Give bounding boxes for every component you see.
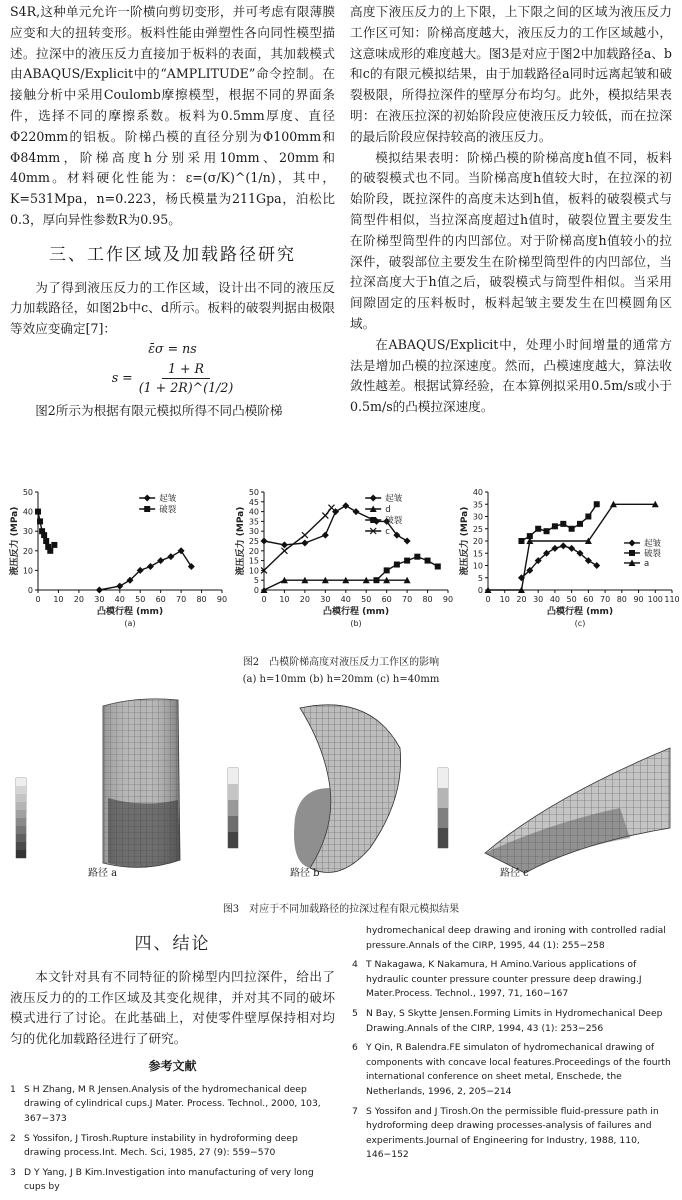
reference-item bbox=[352, 1105, 672, 1163]
x-tick-label: 50 bbox=[135, 595, 146, 604]
data-point bbox=[353, 508, 360, 515]
data-point bbox=[301, 539, 308, 546]
y-tick-label: 35 bbox=[248, 517, 259, 527]
fig3-fem-a bbox=[8, 688, 223, 892]
data-point bbox=[342, 502, 349, 509]
reference-item bbox=[10, 1132, 335, 1161]
series-破裂 bbox=[518, 501, 599, 544]
x-tick-label: 30 bbox=[320, 595, 331, 604]
y-tick-label: 40 bbox=[472, 488, 483, 497]
x-axis-label: 凸模行程 (mm) bbox=[546, 607, 614, 617]
right-paragraph-1: 高度下液压反力的上下限，上下限之间的区域为液压反力工作区可知：阶梯高度越大，液压反力的工作区域越小，这意味成形的难度越大。图3是对应于图2中加载路径a、b和c的有限元模拟结果，由于加载路径a同时远离起皱和破裂极限，所得拉深件的壁厚分布均匀。此外，模拟结果表明：在液压拉深的初始阶段应使液压反力较低，而在拉深的最后阶段应保持较高的液压反力。 bbox=[350, 4, 672, 144]
x-tick-label: 0 bbox=[485, 595, 491, 604]
legend-entry bbox=[365, 515, 403, 526]
legend-label: d bbox=[385, 505, 391, 515]
y-tick-label: 20 bbox=[22, 546, 33, 556]
reference-text: S Yossifon, J Tirosh.Rupture instability in hydroforming deep drawing process.Int. Mech. Sci, 1985, 27 (9): 559−570 bbox=[24, 1132, 298, 1159]
data-point bbox=[551, 545, 558, 552]
left-column bbox=[10, 2, 335, 422]
fem-render-a bbox=[8, 688, 223, 888]
formula-2-numerator: 1 + R bbox=[162, 360, 210, 379]
legend-label: 起皱 bbox=[385, 494, 403, 504]
x-tick-label: 70 bbox=[599, 595, 611, 604]
legend-label: c bbox=[385, 527, 390, 537]
data-point bbox=[51, 542, 57, 548]
panel-label: (c) bbox=[574, 619, 586, 628]
reference-item bbox=[10, 1083, 335, 1127]
data-point bbox=[302, 532, 308, 538]
data-point bbox=[560, 521, 566, 527]
y-tick-label: 25 bbox=[472, 524, 483, 534]
data-point bbox=[167, 553, 174, 560]
reference-number: 5 bbox=[352, 1007, 358, 1019]
data-point bbox=[96, 587, 103, 594]
y-tick-label: 40 bbox=[22, 507, 33, 517]
x-tick-label: 40 bbox=[340, 595, 351, 604]
y-tick-label: 5 bbox=[253, 576, 259, 586]
reference-text: T Nakagawa, K Nakamura, H Amino.Various applications of hydraulic counter pressure counter pressure deep drawing.J Mater.Process. Technol., 1997, 71, 160−167 bbox=[366, 959, 642, 1000]
right-column bbox=[350, 2, 672, 418]
x-tick-label: 90 bbox=[633, 595, 644, 604]
x-tick-label: 0 bbox=[261, 595, 267, 604]
data-point bbox=[322, 532, 329, 539]
y-tick-label: 0 bbox=[253, 586, 259, 595]
reference-item bbox=[352, 958, 672, 1002]
conclusion-text: 本文针对具有不同特征的阶梯型内凹拉深件，给出了液压反力的的工作区域及其变化规律，并对其不同的破坏模式进行了讨论。在此基础上，对使零件壁厚保持相对均匀的优化加载路径进行了研究。 bbox=[10, 968, 335, 1047]
series-c bbox=[261, 505, 334, 574]
data-point bbox=[518, 538, 524, 544]
data-point bbox=[560, 542, 567, 549]
x-tick-label: 70 bbox=[402, 595, 413, 604]
fig2-chart-b-wrapper bbox=[234, 482, 456, 628]
legend-entry bbox=[624, 538, 662, 549]
chart-axes bbox=[38, 492, 222, 590]
legend-label: a bbox=[644, 558, 650, 569]
x-axis-label: 凸模行程 (mm) bbox=[322, 607, 390, 617]
data-point bbox=[629, 550, 635, 556]
reference-text: D Y Yang, J B Kim.Investigation into manufacturing of very long cups by bbox=[24, 1166, 314, 1193]
y-axis-label: 液压反力 (MPa) bbox=[10, 506, 20, 576]
x-tick-label: 60 bbox=[583, 595, 594, 604]
data-point bbox=[47, 548, 53, 554]
y-tick-label: 30 bbox=[22, 527, 33, 537]
fem-label-b: 路径 b bbox=[290, 868, 320, 879]
x-tick-label: 30 bbox=[94, 595, 105, 604]
y-tick-label: 50 bbox=[22, 488, 33, 497]
series-line bbox=[264, 508, 332, 571]
y-tick-label: 15 bbox=[472, 549, 483, 559]
y-tick-label: 45 bbox=[248, 497, 259, 507]
data-point bbox=[585, 514, 591, 520]
chart-axes bbox=[264, 492, 448, 590]
data-point bbox=[435, 563, 441, 569]
y-tick-label: 35 bbox=[472, 500, 483, 510]
data-point bbox=[281, 548, 287, 554]
data-point bbox=[629, 539, 636, 546]
y-tick-label: 20 bbox=[472, 537, 483, 546]
y-tick-label: 10 bbox=[472, 561, 483, 571]
legend-entry bbox=[139, 504, 177, 515]
data-point bbox=[593, 562, 600, 569]
data-point bbox=[569, 526, 575, 532]
legend-label: 破裂 bbox=[644, 548, 662, 559]
legend-label: 起皱 bbox=[644, 538, 662, 549]
data-point bbox=[116, 583, 123, 590]
reference-number bbox=[352, 924, 366, 953]
data-point bbox=[384, 567, 390, 573]
data-point bbox=[404, 538, 411, 545]
references-title: 参考文献 bbox=[148, 1058, 197, 1073]
y-tick-label: 50 bbox=[248, 488, 259, 497]
reference-text: S Yossifon and J Tirosh.On the permissible fluid-pressure path in hydroforming deep drawing processes-analysis of failures and experiments.Journal of Engineering for Industry, 1988, 110, 146−152 bbox=[366, 1105, 659, 1161]
right-paragraph-2: 模拟结果表明：阶梯凸模的阶梯高度h值不同，板料的破裂模式也不同。当阶梯高度h值较大时，在拉深的初始阶段，既拉深件的高度未达到h值，板料的破裂模式与简型件相似，当拉深高度超过h值时，破裂位置主要发生在阶梯型筒型件的内凹部位。对于阶梯高度h值较小的拉深件，破裂部位主要发生在阶梯型筒型件的内凹部位，当拉深高度大于h值之后，破裂模式与筒型件相似。当采用间隙固定的压料板时，板料起皱主要发生在凹模圆角区域。 bbox=[350, 149, 672, 331]
x-tick-label: 80 bbox=[196, 595, 207, 604]
x-tick-label: 20 bbox=[516, 595, 527, 604]
y-tick-label: 40 bbox=[248, 507, 259, 517]
data-point bbox=[568, 545, 575, 552]
fig2-chart-a-wrapper bbox=[8, 482, 230, 628]
x-tick-label: 10 bbox=[279, 595, 290, 604]
fig2-subcaption: (a) h=10mm (b) h=20mm (c) h=40mm bbox=[242, 674, 440, 685]
data-point bbox=[322, 513, 328, 519]
data-point bbox=[37, 518, 43, 524]
reference-item bbox=[10, 1166, 335, 1195]
fig2-chart-b bbox=[234, 482, 456, 628]
x-tick-label: 90 bbox=[216, 595, 228, 604]
y-tick-label: 10 bbox=[22, 566, 33, 576]
x-tick-label: 80 bbox=[616, 595, 627, 604]
reference-item bbox=[352, 924, 672, 953]
fem-label-a: 路径 a bbox=[88, 868, 118, 879]
fig3-caption: 图3 对应于不同加载路径的拉深过程有限元模拟结果 bbox=[222, 904, 460, 915]
fem-label-c: 路径 c bbox=[500, 868, 529, 879]
legend-entry bbox=[365, 527, 390, 537]
fig2-chart-c-wrapper bbox=[458, 482, 680, 628]
x-tick-label: 30 bbox=[533, 595, 544, 604]
data-point bbox=[577, 521, 583, 527]
y-tick-label: 10 bbox=[248, 566, 259, 576]
references-right bbox=[352, 924, 672, 1168]
panel-label: (b) bbox=[350, 619, 362, 628]
data-point bbox=[43, 538, 49, 544]
conclusion-block bbox=[10, 934, 335, 1200]
data-point bbox=[552, 523, 558, 529]
data-point bbox=[41, 532, 47, 538]
data-point bbox=[261, 538, 268, 545]
reference-number: 6 bbox=[352, 1042, 358, 1054]
formula-2-denominator: (1 + 2R)^(1/2) bbox=[138, 379, 234, 395]
legend-entry bbox=[624, 548, 662, 559]
data-point bbox=[535, 526, 541, 532]
x-tick-label: 20 bbox=[299, 595, 310, 604]
series-d bbox=[261, 577, 411, 593]
data-point bbox=[404, 558, 410, 564]
series-line bbox=[99, 551, 191, 590]
fig2-caption: 图2 凸模阶梯高度对液压反力工作区的影响 bbox=[242, 657, 440, 668]
fig2-chart-c bbox=[458, 482, 680, 628]
legend-entry bbox=[139, 493, 177, 504]
series-line bbox=[522, 546, 597, 578]
x-tick-label: 10 bbox=[499, 595, 510, 604]
y-tick-label: 5 bbox=[477, 573, 483, 583]
y-axis-label: 液压反力 (MPa) bbox=[460, 506, 470, 576]
y-tick-label: 0 bbox=[477, 586, 483, 595]
x-tick-label: 70 bbox=[176, 595, 187, 604]
fig3-fem-b bbox=[220, 688, 435, 892]
x-tick-label: 20 bbox=[73, 595, 84, 604]
data-point bbox=[373, 577, 379, 583]
x-tick-label: 60 bbox=[381, 595, 392, 604]
data-point bbox=[157, 557, 164, 564]
y-tick-label: 0 bbox=[27, 586, 33, 595]
data-point bbox=[370, 495, 377, 502]
left-paragraph-3: 图2所示为根据有限元模拟所得不同凸模阶梯 bbox=[35, 402, 283, 418]
series-起皱 bbox=[96, 547, 195, 593]
fem-render-c bbox=[430, 688, 675, 888]
data-point bbox=[425, 558, 431, 564]
series-起皱 bbox=[518, 542, 600, 581]
reference-text: S H Zhang, M R Jensen.Analysis of the hydromechanical deep drawing of cylindrical cups.J Mater. Process. Technol., 2000, 103, 367−373 bbox=[24, 1083, 321, 1124]
x-tick-label: 40 bbox=[114, 595, 125, 604]
data-point bbox=[147, 563, 154, 570]
data-point bbox=[35, 509, 41, 515]
left-paragraph-1: S4R,这种单元允许一阶横向剪切变形，并可考虑有限薄膜应变和大的扭转变形。板料性能由弹塑性各向同性模型描述。拉深中的液压反力直接加于板料的表面，其加载模式由ABAQUS/Explicit中的“AMPLITUDE”命令控制。在接触分析中采用Coulomb摩擦模型，根据不同的界面条件，选择不同的摩擦系数。板料为0.5mm厚度、直径Φ220mm的铝板。阶梯凸模的直径分别为Φ100mm和Φ84mm，阶梯高度h分别采用10mm、20mm和40mm。材料硬化性能为：ε=(σ/K)^(1/n)，其中，K=531Mpa，n=0.223，杨氏模量为211Gpa，泊松比0.3，厚向异性参数R为0.95。 bbox=[10, 4, 335, 227]
legend-label: 破裂 bbox=[159, 505, 177, 515]
data-point bbox=[144, 506, 150, 512]
fem-render-b bbox=[220, 688, 435, 888]
reference-text: Y Qin, R Balendra.FE simulaton of hydromechanical drawing of components with concave local features.Proceedings of the fourth international conference on sheet metal, Enschede, the Netherlands, 1996, 2, 205−214 bbox=[366, 1042, 671, 1097]
y-tick-label: 30 bbox=[472, 512, 483, 522]
section-3-heading: 三、工作区域及加载路径研究 bbox=[49, 244, 296, 265]
reference-number: 3 bbox=[10, 1166, 16, 1178]
legend-label: 破裂 bbox=[385, 516, 403, 526]
reference-item bbox=[352, 1007, 672, 1036]
panel-label: (a) bbox=[124, 619, 136, 628]
x-tick-label: 110 bbox=[664, 595, 680, 604]
y-tick-label: 30 bbox=[248, 527, 259, 537]
data-point bbox=[414, 554, 420, 560]
data-point bbox=[594, 501, 600, 507]
formula-2 bbox=[10, 360, 335, 397]
fig2-chart-a bbox=[8, 482, 230, 628]
x-tick-label: 0 bbox=[35, 595, 41, 604]
y-axis-label: 液压反力 (MPa) bbox=[236, 506, 246, 576]
x-tick-label: 40 bbox=[549, 595, 561, 604]
x-tick-label: 50 bbox=[566, 595, 577, 604]
legend-entry bbox=[365, 493, 403, 504]
reference-number: 1 bbox=[10, 1083, 16, 1095]
section-4-heading: 四、结论 bbox=[134, 934, 211, 954]
fig3-fem-c bbox=[430, 688, 675, 892]
data-point bbox=[394, 562, 400, 568]
references-left bbox=[10, 1083, 335, 1195]
y-tick-label: 25 bbox=[248, 537, 259, 546]
left-paragraph-2: 为了得到液压反力的工作区域，设计出不同的液压反力加载路径，如图2b中c、d所示。板料的破裂判据由极限等效应变确定[7]： bbox=[10, 279, 335, 337]
x-axis-label: 凸模行程 (mm) bbox=[96, 607, 164, 617]
formula-1: ε̄σ = ns bbox=[148, 340, 197, 356]
reference-number: 2 bbox=[10, 1132, 16, 1144]
legend-label: 起皱 bbox=[159, 494, 177, 504]
x-tick-label: 50 bbox=[361, 595, 372, 604]
x-tick-label: 90 bbox=[442, 595, 454, 604]
reference-text: N Bay, S Skytte Jensen.Forming Limits in Hydromechanical Deep Drawing.Annals of the CIRP, 1994, 43 (1): 253−256 bbox=[366, 1007, 663, 1034]
right-paragraph-3: 在ABAQUS/Explicit中，处理小时间增量的通常方法是增加凸模的拉深速度。然而，凸模速度越大，算法收敛性越差。根据试算经验，在本算例拟采用0.5m/s或小于0.5m/s的凸模拉深速度。 bbox=[350, 336, 672, 415]
x-tick-label: 100 bbox=[647, 595, 663, 604]
legend-entry bbox=[365, 505, 390, 515]
y-tick-label: 15 bbox=[248, 556, 259, 566]
data-point bbox=[370, 517, 376, 523]
data-point bbox=[144, 495, 151, 502]
formula-2-lhs: s = bbox=[111, 370, 133, 386]
reference-number: 7 bbox=[352, 1105, 358, 1117]
x-tick-label: 60 bbox=[155, 595, 166, 604]
reference-text: hydromechanical deep drawing and ironing with controlled radial pressure.Annals of the CIRP, 1995, 44 (1): 255−258 bbox=[366, 925, 666, 951]
reference-number: 4 bbox=[352, 959, 358, 971]
data-point bbox=[178, 547, 185, 554]
reference-item bbox=[352, 1041, 672, 1099]
y-tick-label: 20 bbox=[248, 546, 259, 556]
x-tick-label: 80 bbox=[422, 595, 433, 604]
data-point bbox=[328, 505, 334, 511]
x-tick-label: 10 bbox=[53, 595, 64, 604]
legend-entry bbox=[624, 559, 649, 569]
data-point bbox=[544, 528, 550, 534]
data-point bbox=[281, 541, 288, 548]
